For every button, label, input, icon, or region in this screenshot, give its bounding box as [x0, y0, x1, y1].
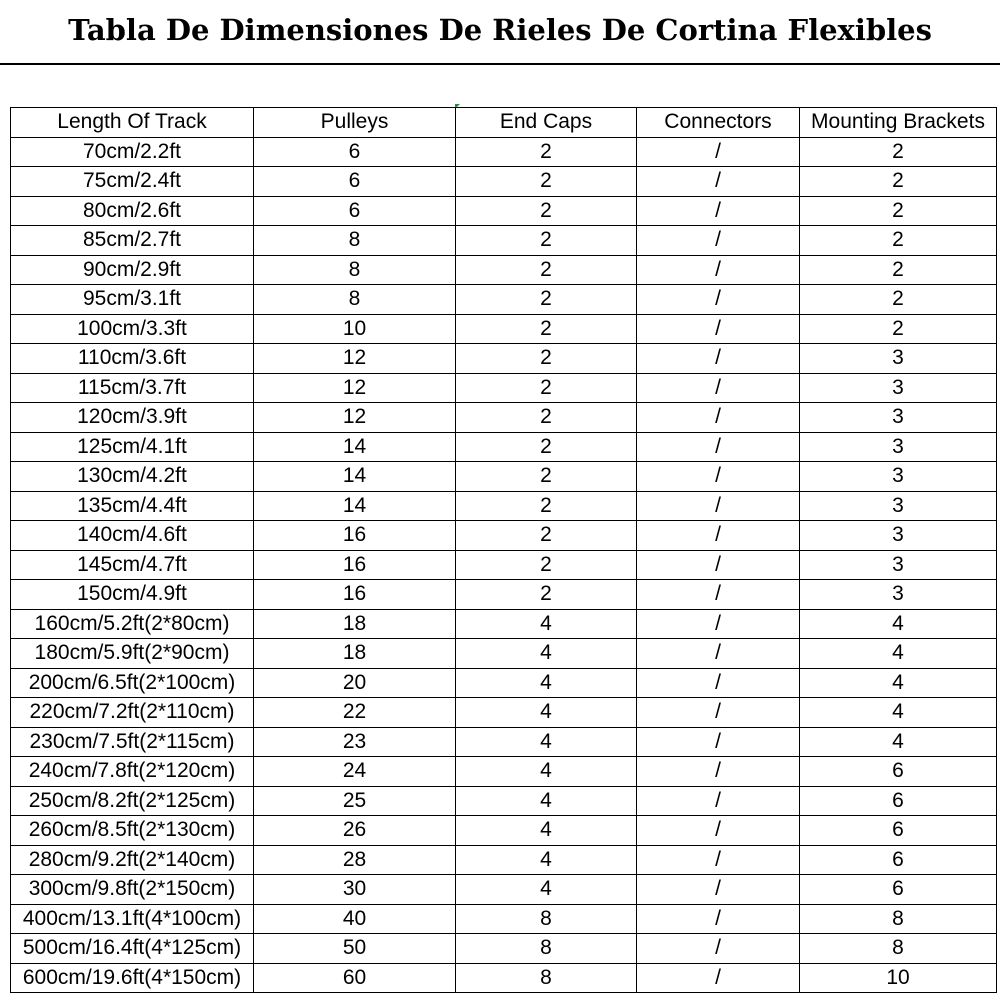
cell-length: 110cm/3.6ft	[11, 344, 254, 374]
cell-pulleys: 25	[254, 786, 456, 816]
cell-connectors: /	[637, 373, 800, 403]
table-row	[11, 137, 997, 167]
cell-mounting-brackets: 3	[800, 403, 997, 433]
cell-mounting-brackets: 3	[800, 373, 997, 403]
table-header-row	[11, 108, 997, 138]
table-row	[11, 845, 997, 875]
cell-pulleys: 40	[254, 904, 456, 934]
cell-connectors: /	[637, 550, 800, 580]
cell-pulleys: 8	[254, 226, 456, 256]
cell-end-caps: 4	[456, 875, 637, 905]
cell-end-caps: 2	[456, 521, 637, 551]
cell-length: 145cm/4.7ft	[11, 550, 254, 580]
cell-mounting-brackets: 6	[800, 786, 997, 816]
cell-connectors: /	[637, 196, 800, 226]
column-header-connectors: Connectors	[637, 108, 800, 138]
table-row	[11, 196, 997, 226]
cell-connectors: /	[637, 137, 800, 167]
cell-pulleys: 30	[254, 875, 456, 905]
cell-end-caps: 2	[456, 226, 637, 256]
cell-pulleys: 8	[254, 255, 456, 285]
cell-mounting-brackets: 3	[800, 521, 997, 551]
cell-mounting-brackets: 4	[800, 639, 997, 669]
column-header-end-caps: End Caps	[456, 108, 637, 138]
cell-pulleys: 10	[254, 314, 456, 344]
cell-end-caps: 2	[456, 373, 637, 403]
cell-length: 135cm/4.4ft	[11, 491, 254, 521]
cell-length: 95cm/3.1ft	[11, 285, 254, 315]
cell-mounting-brackets: 8	[800, 934, 997, 964]
title-divider	[0, 63, 1000, 65]
cell-pulleys: 12	[254, 373, 456, 403]
cell-end-caps: 2	[456, 255, 637, 285]
cell-end-caps: 4	[456, 609, 637, 639]
cell-connectors: /	[637, 786, 800, 816]
cell-length: 400cm/13.1ft(4*100cm)	[11, 904, 254, 934]
cell-length: 150cm/4.9ft	[11, 580, 254, 610]
cell-connectors: /	[637, 167, 800, 197]
cell-mounting-brackets: 4	[800, 609, 997, 639]
cell-connectors: /	[637, 403, 800, 433]
cell-end-caps: 4	[456, 845, 637, 875]
cell-pulleys: 18	[254, 639, 456, 669]
cell-mounting-brackets: 2	[800, 137, 997, 167]
cell-end-caps: 2	[456, 314, 637, 344]
cell-mounting-brackets: 4	[800, 668, 997, 698]
cell-end-caps: 8	[456, 904, 637, 934]
cell-length: 240cm/7.8ft(2*120cm)	[11, 757, 254, 787]
table-row	[11, 698, 997, 728]
cell-connectors: /	[637, 757, 800, 787]
cell-end-caps: 4	[456, 757, 637, 787]
cell-length: 280cm/9.2ft(2*140cm)	[11, 845, 254, 875]
cell-mounting-brackets: 6	[800, 816, 997, 846]
cell-length: 70cm/2.2ft	[11, 137, 254, 167]
cell-length: 220cm/7.2ft(2*110cm)	[11, 698, 254, 728]
table-row	[11, 580, 997, 610]
table-row	[11, 639, 997, 669]
cell-length: 140cm/4.6ft	[11, 521, 254, 551]
cell-mounting-brackets: 2	[800, 285, 997, 315]
cell-end-caps: 2	[456, 167, 637, 197]
table-row	[11, 875, 997, 905]
table-row	[11, 255, 997, 285]
cell-pulleys: 6	[254, 167, 456, 197]
cell-end-caps: 8	[456, 934, 637, 964]
cell-connectors: /	[637, 285, 800, 315]
cell-mounting-brackets: 4	[800, 727, 997, 757]
cell-length: 160cm/5.2ft(2*80cm)	[11, 609, 254, 639]
cell-mounting-brackets: 3	[800, 491, 997, 521]
table-body	[11, 137, 997, 993]
cell-mounting-brackets: 4	[800, 698, 997, 728]
cell-end-caps: 4	[456, 816, 637, 846]
cell-end-caps: 2	[456, 285, 637, 315]
cell-connectors: /	[637, 875, 800, 905]
cell-connectors: /	[637, 521, 800, 551]
cell-end-caps: 2	[456, 491, 637, 521]
table-row	[11, 550, 997, 580]
cell-pulleys: 14	[254, 462, 456, 492]
cell-length: 500cm/16.4ft(4*125cm)	[11, 934, 254, 964]
cell-mounting-brackets: 2	[800, 314, 997, 344]
table-row	[11, 904, 997, 934]
cell-length: 80cm/2.6ft	[11, 196, 254, 226]
cell-end-caps: 2	[456, 196, 637, 226]
cell-pulleys: 50	[254, 934, 456, 964]
cell-length: 120cm/3.9ft	[11, 403, 254, 433]
cell-end-caps: 2	[456, 550, 637, 580]
table-row	[11, 491, 997, 521]
cell-mounting-brackets: 6	[800, 875, 997, 905]
cell-end-caps: 2	[456, 137, 637, 167]
cell-mounting-brackets: 3	[800, 344, 997, 374]
cell-length: 230cm/7.5ft(2*115cm)	[11, 727, 254, 757]
cell-end-caps: 2	[456, 462, 637, 492]
cell-length: 100cm/3.3ft	[11, 314, 254, 344]
table-row	[11, 314, 997, 344]
column-header-length: Length Of Track	[11, 108, 254, 138]
table-row	[11, 609, 997, 639]
cell-mounting-brackets: 10	[800, 963, 997, 993]
cell-pulleys: 26	[254, 816, 456, 846]
cell-end-caps: 4	[456, 727, 637, 757]
cell-pulleys: 14	[254, 491, 456, 521]
table-row	[11, 373, 997, 403]
cell-length: 260cm/8.5ft(2*130cm)	[11, 816, 254, 846]
cell-end-caps: 4	[456, 786, 637, 816]
cell-connectors: /	[637, 491, 800, 521]
column-header-mounting-brackets: Mounting Brackets	[800, 108, 997, 138]
cell-pulleys: 20	[254, 668, 456, 698]
cell-end-caps: 2	[456, 344, 637, 374]
cell-length: 180cm/5.9ft(2*90cm)	[11, 639, 254, 669]
cell-end-caps: 2	[456, 432, 637, 462]
cell-pulleys: 28	[254, 845, 456, 875]
column-header-pulleys: Pulleys	[254, 108, 456, 138]
cell-end-caps: 2	[456, 403, 637, 433]
cell-mounting-brackets: 6	[800, 757, 997, 787]
table-row	[11, 521, 997, 551]
cell-connectors: /	[637, 727, 800, 757]
cell-mounting-brackets: 8	[800, 904, 997, 934]
cell-mounting-brackets: 2	[800, 226, 997, 256]
cell-mounting-brackets: 3	[800, 550, 997, 580]
cell-length: 90cm/2.9ft	[11, 255, 254, 285]
cell-mounting-brackets: 6	[800, 845, 997, 875]
cell-mounting-brackets: 2	[800, 196, 997, 226]
table-row	[11, 167, 997, 197]
cell-connectors: /	[637, 698, 800, 728]
cell-end-caps: 8	[456, 963, 637, 993]
cell-pulleys: 12	[254, 344, 456, 374]
cell-connectors: /	[637, 344, 800, 374]
cell-length: 600cm/19.6ft(4*150cm)	[11, 963, 254, 993]
cell-connectors: /	[637, 845, 800, 875]
cell-connectors: /	[637, 609, 800, 639]
table-row	[11, 963, 997, 993]
cell-connectors: /	[637, 226, 800, 256]
cell-pulleys: 12	[254, 403, 456, 433]
cell-mounting-brackets: 3	[800, 580, 997, 610]
cell-pulleys: 6	[254, 137, 456, 167]
cell-end-caps: 2	[456, 580, 637, 610]
cell-length: 250cm/8.2ft(2*125cm)	[11, 786, 254, 816]
cell-end-caps: 4	[456, 639, 637, 669]
cell-connectors: /	[637, 963, 800, 993]
cell-connectors: /	[637, 668, 800, 698]
cell-connectors: /	[637, 580, 800, 610]
cell-pulleys: 16	[254, 521, 456, 551]
cell-connectors: /	[637, 934, 800, 964]
cell-length: 300cm/9.8ft(2*150cm)	[11, 875, 254, 905]
table-row	[11, 285, 997, 315]
cell-pulleys: 22	[254, 698, 456, 728]
cell-end-caps: 4	[456, 698, 637, 728]
table-row	[11, 462, 997, 492]
page-title: Tabla De Dimensiones De Rieles De Cortina Flexibles	[68, 13, 932, 47]
cell-pulleys: 16	[254, 580, 456, 610]
cell-pulleys: 24	[254, 757, 456, 787]
cell-mounting-brackets: 2	[800, 167, 997, 197]
cell-pulleys: 14	[254, 432, 456, 462]
cell-connectors: /	[637, 639, 800, 669]
table-row	[11, 226, 997, 256]
table-row	[11, 757, 997, 787]
table-row	[11, 344, 997, 374]
cell-mounting-brackets: 2	[800, 255, 997, 285]
table-row	[11, 668, 997, 698]
cell-connectors: /	[637, 432, 800, 462]
table-row	[11, 432, 997, 462]
cell-length: 125cm/4.1ft	[11, 432, 254, 462]
table-row	[11, 816, 997, 846]
cell-pulleys: 18	[254, 609, 456, 639]
cell-pulleys: 60	[254, 963, 456, 993]
cell-connectors: /	[637, 816, 800, 846]
dimensions-table	[10, 107, 997, 993]
cell-length: 115cm/3.7ft	[11, 373, 254, 403]
cell-length: 75cm/2.4ft	[11, 167, 254, 197]
cell-length: 130cm/4.2ft	[11, 462, 254, 492]
table-row	[11, 934, 997, 964]
cell-connectors: /	[637, 255, 800, 285]
cell-connectors: /	[637, 904, 800, 934]
cell-mounting-brackets: 3	[800, 432, 997, 462]
cell-pulleys: 8	[254, 285, 456, 315]
cell-end-caps: 4	[456, 668, 637, 698]
cell-length: 200cm/6.5ft(2*100cm)	[11, 668, 254, 698]
table-row	[11, 403, 997, 433]
cell-length: 85cm/2.7ft	[11, 226, 254, 256]
table-row	[11, 786, 997, 816]
table-row	[11, 727, 997, 757]
cell-mounting-brackets: 3	[800, 462, 997, 492]
cell-pulleys: 6	[254, 196, 456, 226]
cell-pulleys: 16	[254, 550, 456, 580]
cell-connectors: /	[637, 314, 800, 344]
cell-pulleys: 23	[254, 727, 456, 757]
cell-connectors: /	[637, 462, 800, 492]
